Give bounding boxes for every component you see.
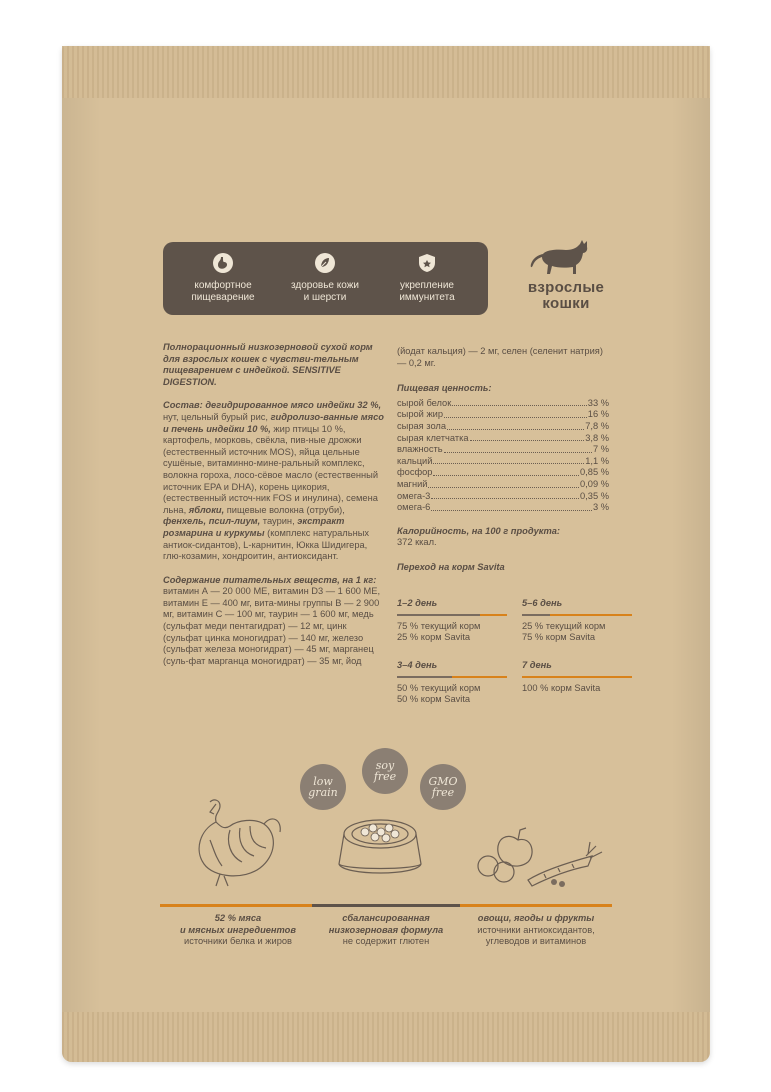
nutrient-value: 1,1 % [585, 455, 609, 466]
benefit-label-line2: и шерсти [303, 292, 347, 303]
leaf-icon [314, 252, 336, 274]
composition-highlight: экстракт розмарина и куркумы [163, 516, 345, 538]
nutrition-row [397, 479, 609, 491]
benefit-immunity [377, 252, 477, 304]
composition-text: (комплекс натуральных антиок-сидантов), L-карнитин, Юкка Шидигера, глю-козамин, хондроитин, антиоксидант. [163, 527, 370, 562]
nutrients-label: Содержание питательных веществ, на 1 кг: [163, 574, 377, 585]
calories-label: Калорийность, на 100 г продукта: [397, 525, 560, 536]
step-progress-bar [397, 614, 507, 616]
step-line2: 50 % корм Savita [397, 694, 471, 705]
nutrition-row [397, 444, 609, 456]
nutrients-continued: (йодат кальция) — 2 мг, селен (селенит натрия) — 0,2 мг. [397, 346, 603, 368]
left-text-column [163, 342, 385, 679]
step-day: 7 день [522, 660, 552, 670]
nutrition-row [397, 491, 609, 503]
audience-line1: взрослые [527, 279, 605, 296]
step-progress-fill [480, 614, 508, 616]
gmo-free-badge [420, 764, 466, 810]
nutrient-name: сырой жир [397, 409, 444, 420]
footer-divider-left [160, 904, 312, 907]
product-description: Полнорационный низкозерновой сухой корм для взрослых кошек с чувстви-тельным пищеварением с индейкой. SENSITIVE DIGESTION. [163, 342, 373, 387]
package-top-seal [62, 46, 710, 98]
badge-line2: free [431, 786, 455, 799]
nutrients-paragraph [163, 575, 385, 668]
footer-heading: овощи, ягоды и фрукты [477, 913, 595, 923]
step-progress-bar [522, 676, 632, 678]
composition-text: таурин, [260, 516, 298, 527]
nutrient-name: магний [397, 478, 428, 489]
composition-highlight: яблоки, [188, 504, 225, 515]
nutrition-row [397, 409, 609, 421]
nutrient-name: кальций [397, 455, 433, 466]
benefits-panel [163, 242, 488, 315]
footer-divider-right [460, 904, 612, 907]
badge-line1: GMO [428, 775, 458, 788]
nutrient-value: 3 % [592, 502, 609, 513]
dot-leader [431, 498, 579, 499]
dot-leader [452, 405, 587, 406]
benefit-label-line1: укрепление [400, 280, 454, 291]
nutrient-name: фосфор [397, 467, 433, 478]
fruits-vegetables-illustration [474, 822, 604, 894]
nutrient-name: сырой белок [397, 397, 452, 408]
step-progress-fill [452, 676, 507, 678]
badge-line1: soy [375, 759, 395, 772]
low-grain-badge [300, 764, 346, 810]
step-progress-bar [522, 614, 632, 616]
transition-step [522, 660, 632, 694]
audience-line2: кошки [542, 295, 590, 312]
benefit-label-line2: пищеварение [191, 292, 255, 303]
nutrition-row [397, 433, 609, 445]
nutrient-name: омега-6 [397, 502, 431, 513]
nutrient-name: сырая зола [397, 420, 447, 431]
transition-step [397, 598, 507, 644]
footer-text: источники белка и жиров [184, 936, 292, 947]
composition-label: Состав: [163, 400, 203, 411]
step-progress-fill [522, 676, 632, 678]
nutrients-text: витамин А — 20 000 МЕ, витамин D3 — 1 600 МЕ, витамин Е — 400 мг, вита-мины группы В — 2 900 мг, витамин С — 100 мг, таурин — 1 600 мг, медь (сульфат меди пентагидрат) — 12 мг, цинк (сульфат цинка моногидрат) — 140 мг, железо (сульфат железа моногидрат) — 45 мг, марганец (суль-фат марганца моногидрат) — 35 мг, йод [163, 586, 381, 666]
nutrition-value-title: Пищевая ценность: [397, 383, 492, 394]
nutrient-value: 3,8 % [585, 432, 609, 443]
badge-line2: grain [308, 786, 338, 799]
benefit-label-line2: иммунитета [399, 292, 455, 303]
right-text-column [397, 346, 609, 574]
benefit-label-line1: здоровье кожи [291, 280, 359, 291]
composition-highlight: гидролизо-ванные мясо и печень индейки 10 %, [163, 411, 384, 434]
footer-heading: сбалансированная [342, 913, 430, 923]
calories-block [397, 526, 609, 549]
dot-leader [447, 429, 584, 430]
product-package [62, 46, 710, 1062]
benefit-skin-coat [275, 252, 375, 304]
dot-leader [444, 417, 587, 418]
nutrition-row [397, 456, 609, 468]
nutrition-row [397, 421, 609, 433]
footer-text: источники антиоксидантов, [477, 924, 595, 935]
badge-line1: low [313, 775, 333, 788]
nutrition-row [397, 502, 609, 514]
turkey-illustration [180, 790, 290, 890]
package-bottom-seal [62, 1012, 710, 1062]
step-line1: 75 % текущий корм [397, 620, 481, 631]
composition-text: жир птицы 10 %, картофель, морковь, свёкла, пив-ные дрожжи (естественный источник MOS), яйца цельные сушёные, витаминно-мине-ральный комплекс, волокна гороха, лосо-сёвое масло (естественный источник EPA и DHA), корень цикория, (естественный источ-ник FOS и инулина), семена льна, [163, 423, 379, 515]
cat-silhouette-icon [528, 238, 598, 278]
dot-leader [431, 510, 592, 511]
footer-text: углеводов и витаминов [485, 936, 587, 947]
composition-text: нут, цельный бурый рис, [163, 411, 271, 422]
dot-leader [470, 440, 585, 441]
dot-leader [433, 475, 579, 476]
nutrient-value: 7 % [592, 444, 609, 455]
step-day: 5–6 день [522, 598, 563, 608]
benefit-label-line1: комфортное [194, 280, 252, 291]
footer-text: не содержит глютен [342, 936, 430, 947]
shield-icon [416, 252, 438, 274]
nutrition-row [397, 398, 609, 410]
nutrient-value: 0,09 % [580, 478, 609, 489]
composition-highlight: дегидрированное мясо индейки 32 %, [205, 400, 382, 411]
nutrient-value: 33 % [587, 397, 609, 408]
dot-leader [444, 452, 592, 453]
nutrition-table [397, 398, 609, 514]
nutrient-value: 0,85 % [580, 467, 609, 478]
soy-free-badge [362, 748, 408, 794]
step-line1: 100 % корм Savita [522, 682, 601, 693]
dot-leader [433, 463, 584, 464]
transition-step [397, 660, 507, 706]
step-progress-bar [397, 676, 507, 678]
food-bowl-illustration [335, 812, 425, 884]
audience-label [516, 280, 616, 312]
step-line1: 50 % текущий корм [397, 682, 481, 693]
step-day: 3–4 день [397, 660, 438, 670]
step-progress-fill [550, 614, 633, 616]
calories-value: 372 ккал. [397, 537, 437, 548]
footer-heading: 52 % мяса [214, 913, 262, 923]
step-day: 1–2 день [397, 598, 438, 608]
nutrient-value: 0,35 % [580, 490, 609, 501]
step-line1: 25 % текущий корм [522, 620, 606, 631]
badge-line2: free [373, 770, 397, 783]
stomach-icon [212, 252, 234, 274]
benefit-digestion [173, 252, 273, 304]
nutrient-name: влажность [397, 444, 443, 455]
dot-leader [428, 487, 579, 488]
transition-step [522, 598, 632, 644]
footer-heading: и мясных ингредиентов [180, 924, 296, 935]
nutrient-value: 16 % [587, 409, 609, 420]
footer-divider-middle [312, 904, 460, 907]
nutrient-value: 7,8 % [585, 420, 609, 431]
composition-text: пищевые волокна (отруби), [224, 504, 345, 515]
nutrient-name: сырая клетчатка [397, 432, 469, 443]
nutrition-row [397, 467, 609, 479]
nutrient-name: омега-3 [397, 490, 431, 501]
transition-title: Переход на корм Savita [397, 561, 505, 572]
composition-paragraph [163, 400, 385, 562]
footer-heading: низкозерновая формула [328, 924, 444, 935]
step-line2: 75 % корм Savita [522, 632, 596, 643]
step-line2: 25 % корм Savita [397, 632, 471, 643]
composition-highlight: фенхель, псил-лиум, [163, 516, 261, 527]
footer-fruits-vegetables [446, 913, 626, 948]
